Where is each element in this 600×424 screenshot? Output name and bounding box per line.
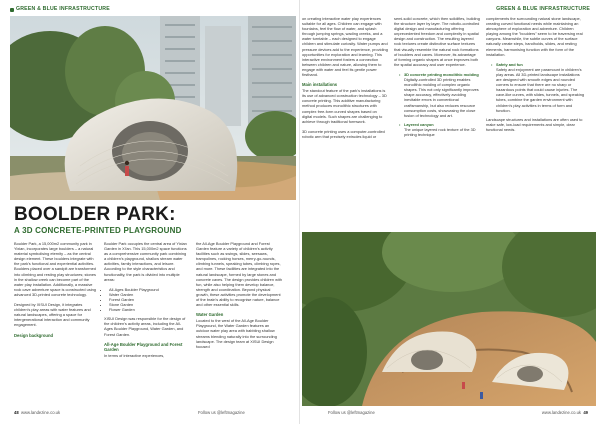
col1-paragraph-2: Designed by XISUI Design, it integrates children's play areas with water features and natural landscapes, offering a space for intergenerational interaction and community engagement. [14,302,91,328]
section-header-left: GREEN & BLUE INFRASTRUCTURE [16,6,110,12]
feature-item-safety-and-fun [491,62,586,113]
feature-title: Layered canyon [404,121,434,127]
feature-text: Safety and enjoyment are paramount in children's play areas. All 3D-printed landscape installations are designed with smooth edges and rounded corners to ensure that there are no sharp or hazardous points that could cause injuries. The cave-like curves, with slides, tunnels, and speaking tubes, combine the garden environment with children's play activities in terms of form and function. [496,66,585,113]
col3-heading-water-garden: Water Garden [196,312,224,318]
area-list-item: • Flower Garden [109,307,188,312]
area-list-item: • Water Garden [109,292,188,297]
hero-photo-cave-playground [10,16,296,200]
column-1 [14,241,98,339]
col2-paragraph-1: Boulder Park occupies the central area of Yixian Garden in Xi'an. This 15,000m2 space functions as a comprehensive community park combining a children's playground, shallow stream water activities, family interactions, and leisure. According to the style characteristics and functionality, the park is divided into multiple areas: [104,241,187,282]
feature-item-3d-printing [399,72,480,118]
page-number-left: 48 [14,410,19,415]
page-number-right: 49 [583,410,588,415]
column-3 [196,241,282,354]
col2-heading-boulder-playground: All-Age Boulder Playground and Forest Garden [104,341,183,352]
column-2 [104,241,188,363]
page-spine [299,0,300,424]
column-4 [302,16,388,144]
col4-paragraph-1: on creating interactive water play experiences suitable for all ages. Children can engage with fountains, feel the flow of water, and splash through jumping springs, wading creeks, and a water turntable – each designed to engage children and stimulate curiosity. Water pumps and pressure devices add to the experience, providing opportunities for exploration and learning. This interactive environment fosters a connection between children and nature, allowing them to engage with water and feel its gentle power firsthand. [302,16,388,78]
follow-link-right[interactable]: Follow us @leftmagazine [328,410,375,415]
feature-text: The unique layered rock texture of the 3D printing technique [404,126,476,137]
section-header-right: GREEN & BLUE INFRASTRUCTURE [496,6,590,12]
installation-feature-list [394,72,480,137]
col1-paragraph-1: Boulder Park, a 15,000m2 community park in Yixian, incorporates large boulders – a natural material symbolising eternity – as the central design element. These boulders integrate with the park's functional and experiential activities. Boulders placed over a sandpit are transformed into climbing and resting play structures; stones in the shallow creek can become part of the water play installation. Additionally, a massive rock cave adventure space is constructed using advanced 3D-printed concrete technology. [14,241,96,297]
area-list-item: • All-Ages Boulder Playground [109,287,188,292]
article-title: BOOLDER PARK: [14,204,176,225]
col2-paragraph-2: XISUI Design was responsible for the design of the children's activity areas, including the All-Ages Boulder Playground, Water Garden, and Forest Garden. [104,316,186,337]
section-marker-icon [10,8,14,12]
col3-paragraph-1: the All-Age Boulder Playground and Forest Garden feature a variety of children's activity facilities such as swings, slides, seesaws, trampolines, rocking horses, merry-go-rounds, climbing tunnels, speaking tubes, climbing ropes, and more. These facilities are integrated into the natural landscape, formed by large stones and concrete caves. The design provides children with fun, while also helping them develop balance, strength and coordination. Beyond physical growth, these activities promote the development of the brain's ability to recognise nature, balance and other essential skills. [196,241,283,308]
col6-paragraph-1: complements the surrounding natural stone landscape, creating curved functional needs while maintaining an atmosphere of exploration and adventure. Children playing among the "boulders" seem to be traversing real canyons. Meanwhile, the subtle curves of the surface naturally create steps, handholds, slides, and resting elements, harmonising function with the form of the installation. [486,16,583,57]
footer-right [542,410,588,415]
footer-left [14,410,60,415]
follow-link-left[interactable]: Follow us @leftmagazine [198,410,245,415]
area-list-item: • Stone Garden [109,302,188,307]
aerial-photo-playground [302,232,596,406]
feature-title: Safety and fun [496,61,523,67]
col6-paragraph-2: Landscape structures and installations are often used to make safe, low-load requirements and simple, clear functional needs. [486,116,583,132]
site-link-left[interactable]: www.landezine.co.uk [21,410,61,415]
area-list [104,287,188,312]
col3-paragraph-2: Located to the west of the All-Age Boulder Playground, the Water Garden features an outdoor water play area with babbling shallow streams blending naturally into the surrounding landscape. The design team at XISUI Design focused [196,318,277,349]
column-5 [394,16,480,141]
article-subtitle: A 3D CONCRETE-PRINTED PLAYGROUND [14,226,182,235]
feature-title: 3D concrete printing monolithic molding [404,71,479,77]
col5-paragraph-1: semi-solid concrete, which then solidifies, building the structure layer by layer. The robotic-controlled digital design and manufacturing offering unprecedented freedom and complexity in spatial design and construction. The resulting layered rock textures create distinctive surface textures that visually resemble the natural rock formations of boulders and caves. Moreover, its advantage of forming organic shapes at once improves both the spatial accuracy and user experience. [394,16,480,67]
col4-paragraph-3: 3D concrete printing uses a computer-controlled robotic arm that precisely extrudes liquid or [302,128,385,139]
safety-feature-list [486,62,586,113]
col4-heading-main-installations: Main installations [302,82,338,88]
feature-text: Digitally-controlled 3D printing enables monolithic molding of complex organic shapes. This not only significantly improves shape accuracy, effectively avoiding inevitable errors in conventional craftsmanship, but also reduces resource consumption costs, showcasing the close fusion of technology and art. [404,77,479,118]
col1-heading-design-background: Design background [14,332,54,338]
site-link-right[interactable]: www.landezine.co.uk [541,410,581,415]
feature-item-layered-canyon [399,122,480,137]
column-6 [486,16,586,137]
hero-photo-illustration [10,16,296,200]
col4-paragraph-2: The standout feature of the park's installations is its use of advanced construction technology – 3D concrete printing. This additive manufacturing method produces monolithic structures with complex free-form curved shapes based on digital models. Such shapes are challenging to achieve through traditional formwork. [302,88,387,124]
aerial-photo-illustration [302,232,596,406]
area-list-item: • Forest Garden [109,297,188,302]
col2-paragraph-3: In terms of interactive experiences, [104,352,165,358]
